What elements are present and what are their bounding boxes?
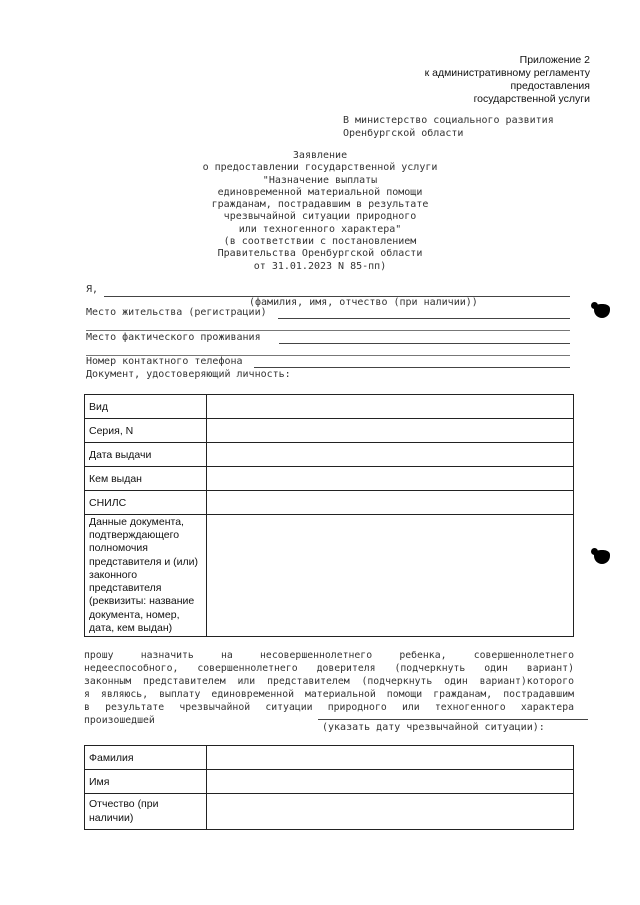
representative-doc-field[interactable] [207,515,574,637]
id-document-table [84,394,574,637]
rep-label-line: представителя и (или) [89,555,199,568]
table-row [85,794,574,830]
id-type-field[interactable] [207,395,574,419]
phone-label: Номер контактного телефона [86,356,243,367]
applicant-i-label: Я, [86,284,99,295]
row-label: Вид [85,395,207,419]
patronymic-label-line: наличии) [89,811,134,824]
appendix-line-4: государственной услуги [473,93,590,105]
request-paragraph [84,649,574,727]
title-line-10: от 31.01.2023 N 85-пп) [253,260,387,272]
punch-hole-mark [594,304,610,318]
actual-residence-field-line[interactable] [279,343,570,344]
title-line-3: "Назначение выплаты [262,174,378,186]
title-line-6: чрезвычайной ситуации природного [223,211,417,223]
title-line-1: Заявление [292,150,348,161]
rep-label-line: полномочия [89,542,148,555]
document-title [160,150,480,273]
request-line-2: недееспособного, совершеннолетнего доверителя (подчеркнуть один вариант) [84,663,574,674]
rep-label-line: Данные документа, [89,516,184,529]
beneficiary-name-table [84,745,574,830]
title-line-8: (в соответствии с постановлением [223,236,417,248]
first-name-field[interactable] [207,770,574,794]
id-series-field[interactable] [207,419,574,443]
addressee-line-1: В министерство социального развития [343,115,554,126]
row-label: Фамилия [85,746,207,770]
request-line-3: законным представителем или представителем (подчеркнуть один вариант)которого [84,676,574,687]
request-line-1: прошу назначить на несовершеннолетнего ребенка, совершеннолетнего [84,650,574,661]
rep-label-line: представителя [89,582,162,595]
table-row [85,443,574,467]
snils-field[interactable] [207,491,574,515]
residence-field-line-2[interactable] [86,330,570,331]
last-name-field[interactable] [207,746,574,770]
row-label: Дата выдачи [85,443,207,467]
row-label [85,794,207,830]
rep-label-line: (реквизиты: название [89,595,195,608]
patronymic-field[interactable] [207,794,574,830]
title-line-9: Правительства Оренбургской области [217,248,423,260]
emergency-date-field-line[interactable] [318,719,588,720]
rep-label-line: законного [89,568,138,581]
patronymic-label-line: Отчество (при [89,798,159,810]
rep-label-line: подтверждающего [89,529,180,542]
row-label: Имя [85,770,207,794]
id-issue-date-field[interactable] [207,443,574,467]
punch-hole-mark [594,550,610,564]
row-label: СНИЛС [85,491,207,515]
table-row [85,770,574,794]
title-line-2: о предоставлении государственной услуги [202,162,438,174]
request-line-4: я являюсь, выплату единовременной материальной помощи гражданам, пострадавшим [84,689,574,700]
appendix-line-3: предоставления [510,80,590,92]
emergency-date-hint: (указать дату чрезвычайной ситуации): [322,722,545,733]
addressee-line-2: Оренбургской области [343,127,464,139]
appendix-line-1: Приложение 2 [519,54,590,66]
request-line-6: произошедшей [84,715,155,726]
row-label: Кем выдан [85,467,207,491]
rep-label-line: дата, кем выдан) [89,621,173,634]
fio-hint: (фамилия, имя, отчество (при наличии)) [249,297,478,308]
id-document-label: Документ, удостоверяющий личность: [86,369,291,380]
actual-residence-label: Место фактического проживания [86,332,261,343]
title-line-7: или техногенного характера" [238,223,402,235]
table-row [85,515,574,637]
residence-field-line[interactable] [278,318,570,319]
rep-label-line: документа, номер, [89,608,180,621]
title-line-5: гражданам, пострадавшим в результате [211,199,429,211]
table-row [85,395,574,419]
table-row [85,491,574,515]
table-row [85,467,574,491]
appendix-header [350,54,590,106]
title-line-4: единовременной материальной помощи [217,186,423,198]
phone-field-line[interactable] [254,367,570,368]
id-issued-by-field[interactable] [207,467,574,491]
request-line-5: в результате чрезвычайной ситуации природного или техногенного характера [84,702,574,713]
table-row [85,746,574,770]
representative-doc-label [85,515,207,637]
residence-label: Место жительства (регистрации) [86,307,267,318]
table-row [85,419,574,443]
appendix-line-2: к административному регламенту [424,67,590,79]
addressee [343,115,554,140]
row-label: Серия, N [85,419,207,443]
